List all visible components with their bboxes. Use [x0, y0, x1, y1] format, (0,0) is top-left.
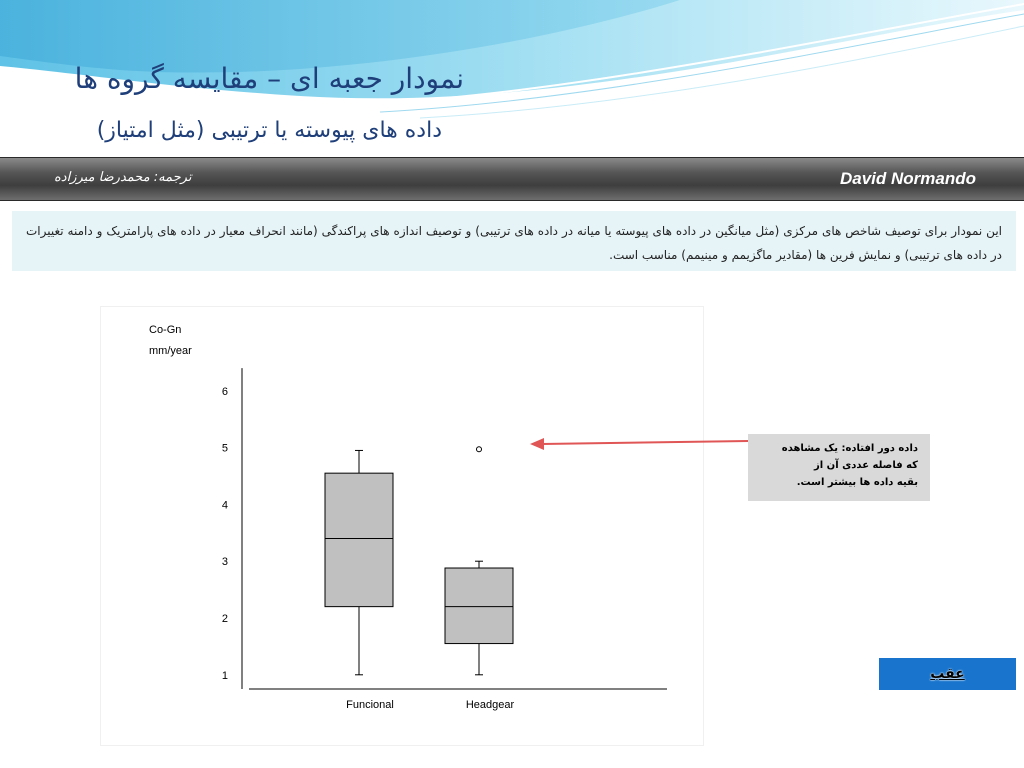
- author-name: David Normando: [839, 169, 976, 188]
- chart-panel: [101, 307, 703, 745]
- y-tick-label: 5: [221, 442, 228, 455]
- callout-line-1: داده دور افتاده: یک مشاهده: [781, 443, 918, 454]
- y-tick-label: 2: [221, 613, 228, 625]
- callout-line-3: بقیه داده ها بیشتر است.: [796, 477, 918, 488]
- callout-line-2: که فاصله عددی آن از: [814, 460, 918, 471]
- outlier-point: [477, 447, 482, 452]
- back-button[interactable]: عقب: [879, 658, 1016, 690]
- y-tick-label: 1: [221, 669, 228, 682]
- y-tick-label: 4: [221, 499, 228, 512]
- description-box: این نمودار برای توصیف شاخص های مرکزی (مثل میانگین در داده های پیوسته یا میانه در داده های ترتیبی) و توصیف اندازه های پراکندگی (مانند انحراف معیار در داده های پارامتریک و دامنه تغییرات در داده های ترتیبی) و نمایش فرین ها (مقادیر ماگزیمم و مینیمم) مناسب است.: [12, 211, 1016, 271]
- x-tick-label: Headgear: [465, 699, 515, 711]
- translator-credit: ترجمه: محمدرضا میرزاده: [54, 170, 192, 185]
- y-tick-label: 6: [221, 385, 228, 398]
- y-axis-label-line: Co-Gn: [149, 324, 182, 336]
- outlier-arrow: [520, 432, 752, 456]
- box-plot-chart: [101, 307, 703, 745]
- outlier-callout: [748, 434, 930, 501]
- box-iqr: [445, 568, 513, 644]
- author-band: [0, 157, 1024, 201]
- y-axis-label-line: mm/year: [149, 345, 192, 357]
- slide-subtitle: داده های پیوسته یا ترتیبی (مثل امتیاز): [96, 118, 442, 143]
- slide-title: نمودار جعبه ای – مقایسه گروه ها: [74, 62, 464, 95]
- x-tick-label: Funcional: [346, 699, 394, 711]
- box-iqr: [325, 473, 393, 606]
- y-tick-label: 3: [221, 556, 228, 569]
